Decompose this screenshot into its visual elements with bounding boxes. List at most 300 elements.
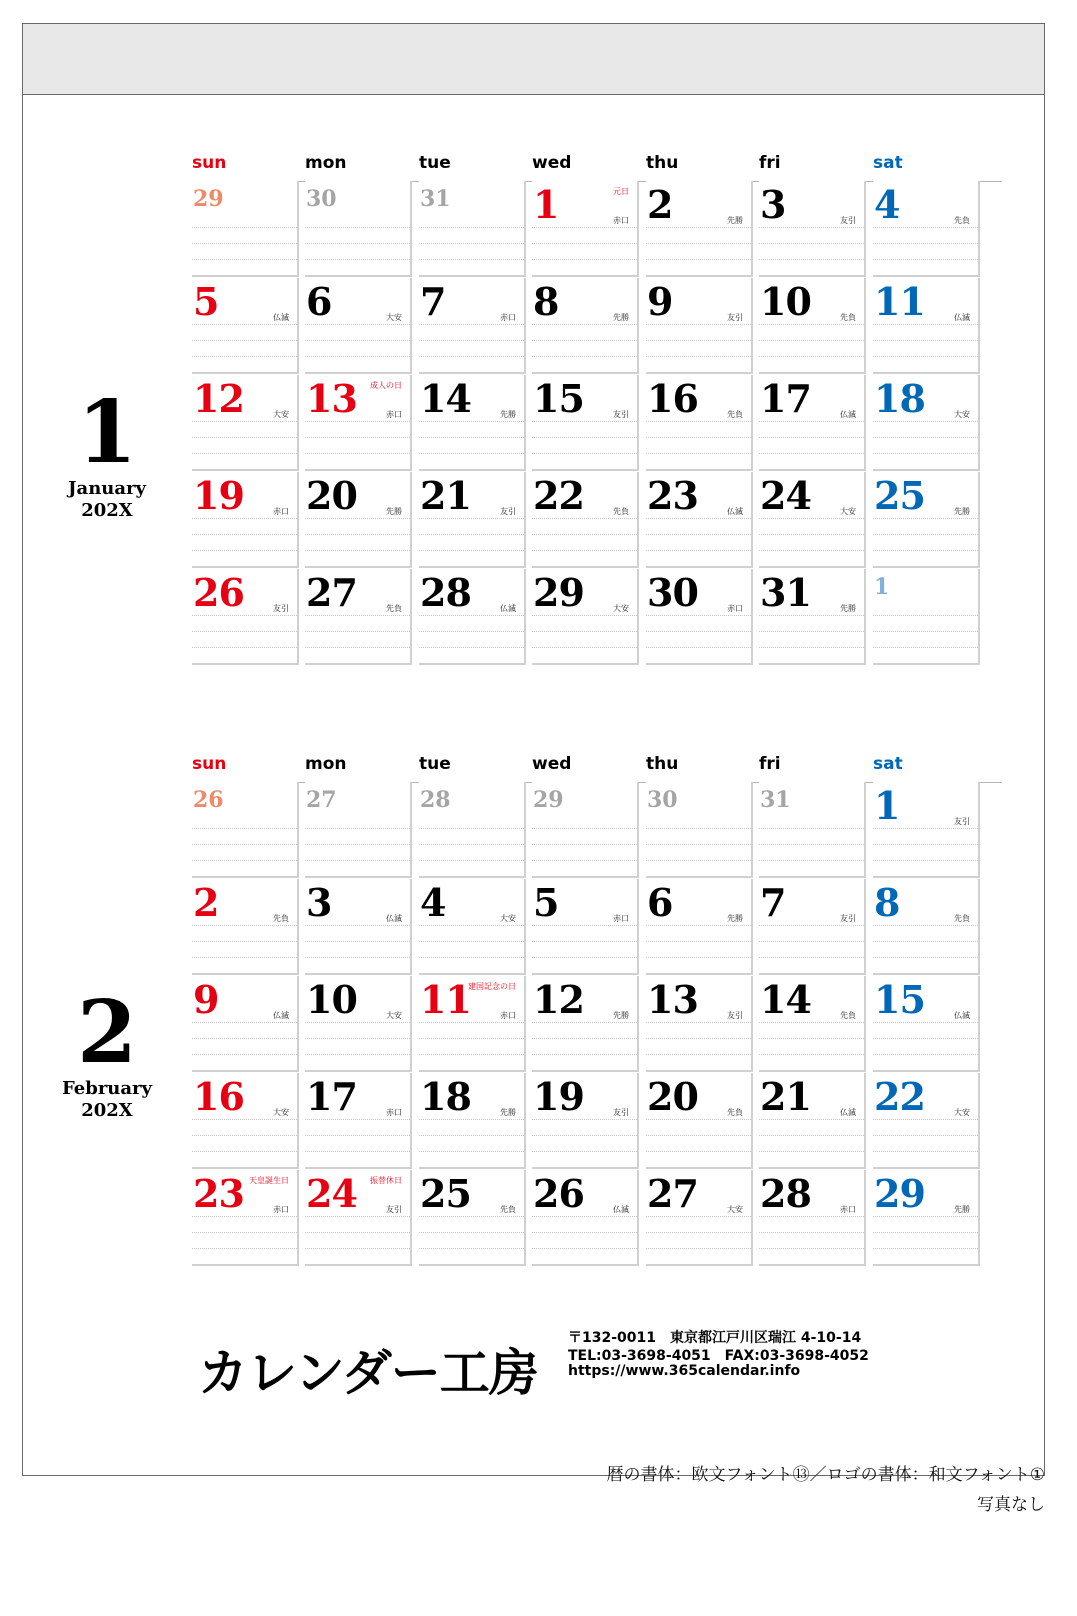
day-cell[interactable]	[419, 472, 526, 568]
note-line	[532, 437, 637, 438]
note-line	[192, 1151, 297, 1152]
day-cell[interactable]	[532, 1170, 639, 1266]
note-line	[873, 1135, 978, 1136]
note-line	[873, 550, 978, 551]
day-cell[interactable]	[646, 472, 753, 568]
note-line	[646, 925, 751, 926]
day-cell[interactable]	[759, 879, 866, 975]
day-cell[interactable]	[759, 976, 866, 1072]
day-cell[interactable]	[532, 278, 639, 374]
day-cell[interactable]	[646, 375, 753, 471]
note-line	[759, 844, 864, 845]
weekday-label-tue: tue	[419, 153, 451, 173]
rokuyo-label: 赤口	[273, 1205, 289, 1214]
month-name: February	[61, 1078, 152, 1099]
note-line	[532, 1022, 637, 1023]
note-line	[419, 615, 524, 616]
note-line	[305, 437, 410, 438]
day-cell[interactable]	[532, 472, 639, 568]
note-line	[305, 860, 410, 861]
day-number: 6	[647, 880, 673, 925]
note-line	[873, 259, 978, 260]
day-cell[interactable]	[873, 472, 980, 568]
day-cell[interactable]	[192, 278, 299, 374]
note-line	[646, 356, 751, 357]
note-line	[305, 615, 410, 616]
note-line	[532, 957, 637, 958]
day-cell[interactable]	[873, 278, 980, 374]
note-line	[532, 356, 637, 357]
day-number: 7	[420, 279, 446, 324]
note-line	[305, 243, 410, 244]
day-cell[interactable]	[646, 879, 753, 975]
day-cell[interactable]	[532, 181, 639, 277]
note-line	[532, 453, 637, 454]
day-cell[interactable]	[873, 1073, 980, 1169]
day-number: 24	[306, 1171, 357, 1216]
note-line	[532, 860, 637, 861]
note-line	[419, 1135, 524, 1136]
note-line	[759, 550, 864, 551]
day-cell[interactable]	[532, 879, 639, 975]
day-number: 15	[533, 376, 584, 421]
note-line	[532, 844, 637, 845]
day-number: 31	[760, 787, 791, 813]
note-line	[759, 453, 864, 454]
note-line	[873, 340, 978, 341]
rokuyo-label: 先勝	[386, 507, 402, 516]
note-line	[305, 453, 410, 454]
day-number: 8	[533, 279, 559, 324]
note-line	[192, 324, 297, 325]
day-number: 19	[533, 1074, 584, 1119]
weekday-header	[192, 153, 1002, 182]
day-cell[interactable]	[305, 472, 412, 568]
day-number: 2	[647, 182, 673, 227]
note-line	[305, 259, 410, 260]
note-line	[305, 828, 410, 829]
day-cell[interactable]	[646, 976, 753, 1072]
day-cell[interactable]	[305, 375, 412, 471]
note-line	[873, 957, 978, 958]
rokuyo-label: 赤口	[273, 507, 289, 516]
rokuyo-label: 先負	[727, 410, 743, 419]
note-line	[646, 941, 751, 942]
day-cell[interactable]	[873, 181, 980, 277]
day-number: 27	[647, 1171, 698, 1216]
note-line	[532, 1232, 637, 1233]
note-line	[873, 1022, 978, 1023]
note-line	[305, 647, 410, 648]
note-line	[192, 828, 297, 829]
day-number: 19	[193, 473, 244, 518]
day-cell[interactable]	[873, 976, 980, 1072]
note-line	[192, 453, 297, 454]
day-cell[interactable]	[646, 181, 753, 277]
day-cell[interactable]	[759, 1073, 866, 1169]
note-line	[192, 437, 297, 438]
rokuyo-label: 先負	[840, 1011, 856, 1020]
day-number: 18	[874, 376, 925, 421]
day-number: 18	[420, 1074, 471, 1119]
month-name: January	[68, 478, 146, 499]
note-line	[873, 1248, 978, 1249]
note-line	[646, 1151, 751, 1152]
day-cell[interactable]	[419, 976, 526, 1072]
rokuyo-label: 仏滅	[500, 604, 516, 613]
note-line	[873, 227, 978, 228]
holiday-name: 建国記念の日	[468, 982, 516, 991]
note-line	[759, 518, 864, 519]
note-line	[419, 647, 524, 648]
note-line	[305, 1135, 410, 1136]
day-cell[interactable]	[873, 375, 980, 471]
brand-logo: カレンダー工房	[198, 1344, 538, 1402]
note-line	[419, 844, 524, 845]
rokuyo-label: 大安	[954, 1108, 970, 1117]
note-line	[419, 324, 524, 325]
day-cell[interactable]	[305, 569, 412, 665]
rokuyo-label: 先勝	[500, 410, 516, 419]
rokuyo-label: 友引	[273, 604, 289, 613]
day-number: 1	[874, 574, 890, 600]
day-cell[interactable]	[192, 782, 299, 878]
day-number: 9	[647, 279, 673, 324]
note-line	[532, 340, 637, 341]
day-number: 30	[647, 787, 678, 813]
rokuyo-label: 先勝	[500, 1108, 516, 1117]
rokuyo-label: 先勝	[727, 914, 743, 923]
day-number: 29	[193, 186, 224, 212]
note-line	[305, 518, 410, 519]
note-line	[873, 1054, 978, 1055]
day-cell[interactable]	[305, 1073, 412, 1169]
day-number: 8	[874, 880, 900, 925]
weekday-label-mon: mon	[305, 754, 347, 774]
day-number: 29	[533, 570, 584, 615]
note-line	[646, 1038, 751, 1039]
rokuyo-label: 先勝	[613, 1011, 629, 1020]
day-cell[interactable]	[192, 472, 299, 568]
day-cell[interactable]	[305, 976, 412, 1072]
day-cell[interactable]	[305, 1170, 412, 1266]
day-number: 22	[874, 1074, 925, 1119]
holiday-name: 振替休日	[370, 1176, 402, 1185]
rokuyo-label: 友引	[500, 507, 516, 516]
day-cell[interactable]	[192, 569, 299, 665]
note-line	[873, 647, 978, 648]
day-cell[interactable]	[419, 1170, 526, 1266]
note-line	[305, 340, 410, 341]
day-number: 27	[306, 570, 357, 615]
day-number: 25	[420, 1171, 471, 1216]
day-cell[interactable]	[646, 569, 753, 665]
day-cell[interactable]	[532, 375, 639, 471]
note-line	[646, 259, 751, 260]
note-line	[305, 1022, 410, 1023]
note-line	[532, 1054, 637, 1055]
note-line	[305, 534, 410, 535]
note-line	[419, 1232, 524, 1233]
note-line	[532, 534, 637, 535]
note-line	[419, 631, 524, 632]
note-line	[873, 941, 978, 942]
note-line	[192, 941, 297, 942]
day-number: 27	[306, 787, 337, 813]
note-line	[305, 844, 410, 845]
day-cell[interactable]	[305, 782, 412, 878]
note-line	[873, 324, 978, 325]
rokuyo-label: 大安	[273, 410, 289, 419]
note-line	[192, 340, 297, 341]
rokuyo-label: 先負	[954, 914, 970, 923]
note-line	[759, 1022, 864, 1023]
note-line	[305, 550, 410, 551]
note-line	[419, 421, 524, 422]
day-number: 26	[193, 570, 244, 615]
note-line	[192, 1248, 297, 1249]
day-cell[interactable]	[532, 976, 639, 1072]
note-line	[192, 356, 297, 357]
holiday-name: 天皇誕生日	[249, 1176, 289, 1185]
day-number: 1	[533, 182, 559, 227]
day-number: 9	[193, 977, 219, 1022]
note-line	[419, 1022, 524, 1023]
day-cell[interactable]	[192, 879, 299, 975]
weekday-label-sat: sat	[873, 754, 903, 774]
note-line	[759, 437, 864, 438]
note-line	[192, 1216, 297, 1217]
day-cell[interactable]	[192, 1073, 299, 1169]
day-number: 4	[420, 880, 446, 925]
note-line	[192, 259, 297, 260]
rokuyo-label: 友引	[727, 313, 743, 322]
day-cell[interactable]	[305, 278, 412, 374]
note-line	[419, 941, 524, 942]
day-cell[interactable]	[759, 472, 866, 568]
day-cell[interactable]	[873, 569, 980, 665]
note-line	[646, 437, 751, 438]
note-line	[305, 1038, 410, 1039]
weekday-label-wed: wed	[532, 153, 572, 173]
note-line	[646, 1054, 751, 1055]
day-cell[interactable]	[873, 879, 980, 975]
day-number: 5	[533, 880, 559, 925]
note-line	[192, 534, 297, 535]
day-cell[interactable]	[759, 1170, 866, 1266]
rokuyo-label: 先勝	[840, 604, 856, 613]
note-line	[192, 1232, 297, 1233]
month-year: 202X	[81, 500, 133, 521]
day-number: 30	[647, 570, 698, 615]
note-line	[419, 453, 524, 454]
day-number: 17	[306, 1074, 357, 1119]
note-line	[873, 243, 978, 244]
rokuyo-label: 友引	[613, 1108, 629, 1117]
day-cell[interactable]	[419, 782, 526, 878]
note-line	[532, 925, 637, 926]
rokuyo-label: 赤口	[613, 914, 629, 923]
rokuyo-label: 仏滅	[273, 313, 289, 322]
day-number: 20	[647, 1074, 698, 1119]
note-line	[873, 860, 978, 861]
note-line	[419, 550, 524, 551]
day-cell[interactable]	[305, 879, 412, 975]
day-cell[interactable]	[759, 278, 866, 374]
day-cell[interactable]	[759, 569, 866, 665]
note-line	[646, 1232, 751, 1233]
rokuyo-label: 仏滅	[954, 1011, 970, 1020]
day-number: 3	[760, 182, 786, 227]
rokuyo-label: 赤口	[613, 216, 629, 225]
note-line	[419, 957, 524, 958]
note-line	[646, 647, 751, 648]
note-line	[759, 534, 864, 535]
note-line	[646, 828, 751, 829]
note-line	[419, 534, 524, 535]
weekday-label-thu: thu	[646, 153, 679, 173]
note-line	[419, 259, 524, 260]
note-line	[305, 324, 410, 325]
day-cell[interactable]	[192, 181, 299, 277]
note-line	[532, 631, 637, 632]
photo-note: 写真なし	[977, 1495, 1045, 1514]
note-line	[646, 518, 751, 519]
day-cell[interactable]	[532, 569, 639, 665]
day-cell[interactable]	[873, 782, 980, 878]
day-number: 13	[647, 977, 698, 1022]
note-line	[419, 828, 524, 829]
day-number: 10	[760, 279, 811, 324]
day-number: 2	[193, 880, 219, 925]
day-number: 28	[760, 1171, 811, 1216]
day-cell[interactable]	[192, 1170, 299, 1266]
rokuyo-label: 仏滅	[386, 914, 402, 923]
day-cell[interactable]	[419, 375, 526, 471]
day-cell[interactable]	[873, 1170, 980, 1266]
rokuyo-label: 先負	[273, 914, 289, 923]
day-number: 23	[193, 1171, 244, 1216]
note-line	[759, 615, 864, 616]
rokuyo-label: 赤口	[500, 1011, 516, 1020]
note-line	[305, 925, 410, 926]
day-cell[interactable]	[759, 782, 866, 878]
note-line	[532, 259, 637, 260]
note-line	[759, 941, 864, 942]
note-line	[646, 844, 751, 845]
day-cell[interactable]	[532, 1073, 639, 1169]
note-line	[873, 1151, 978, 1152]
day-cell[interactable]	[419, 1073, 526, 1169]
day-number: 22	[533, 473, 584, 518]
day-cell[interactable]	[305, 181, 412, 277]
rokuyo-label: 仏滅	[840, 1108, 856, 1117]
day-cell[interactable]	[759, 181, 866, 277]
day-cell[interactable]	[192, 976, 299, 1072]
note-line	[532, 518, 637, 519]
rokuyo-label: 先負	[727, 1108, 743, 1117]
note-line	[305, 1248, 410, 1249]
day-cell[interactable]	[419, 181, 526, 277]
note-line	[759, 1232, 864, 1233]
day-number: 28	[420, 570, 471, 615]
rokuyo-label: 大安	[727, 1205, 743, 1214]
note-line	[759, 1119, 864, 1120]
day-cell[interactable]	[646, 278, 753, 374]
note-line	[873, 925, 978, 926]
note-line	[192, 844, 297, 845]
day-number: 30	[306, 186, 337, 212]
note-line	[305, 227, 410, 228]
day-cell[interactable]	[646, 1170, 753, 1266]
note-line	[192, 1038, 297, 1039]
day-cell[interactable]	[419, 278, 526, 374]
rokuyo-label: 仏滅	[840, 410, 856, 419]
day-cell[interactable]	[192, 375, 299, 471]
note-line	[759, 243, 864, 244]
note-line	[192, 227, 297, 228]
day-number: 12	[533, 977, 584, 1022]
month-label-2	[32, 982, 182, 1122]
note-line	[419, 518, 524, 519]
day-number: 16	[647, 376, 698, 421]
note-line	[759, 356, 864, 357]
day-number: 13	[306, 376, 357, 421]
day-number: 21	[760, 1074, 811, 1119]
day-number: 14	[420, 376, 471, 421]
day-number: 16	[193, 1074, 244, 1119]
note-line	[419, 1119, 524, 1120]
day-cell[interactable]	[759, 375, 866, 471]
day-cell[interactable]	[646, 782, 753, 878]
day-cell[interactable]	[419, 569, 526, 665]
website-url[interactable]: https://www.365calendar.info	[568, 1363, 801, 1379]
day-number: 4	[874, 182, 900, 227]
note-line	[192, 1135, 297, 1136]
weekday-label-fri: fri	[759, 754, 781, 774]
holiday-name: 元日	[613, 187, 629, 196]
note-line	[532, 1151, 637, 1152]
note-line	[192, 1054, 297, 1055]
day-cell[interactable]	[532, 782, 639, 878]
note-line	[192, 631, 297, 632]
note-line	[419, 227, 524, 228]
note-line	[759, 1038, 864, 1039]
day-number: 28	[420, 787, 451, 813]
day-cell[interactable]	[419, 879, 526, 975]
note-line	[419, 243, 524, 244]
note-line	[759, 957, 864, 958]
day-number: 14	[760, 977, 811, 1022]
day-number: 7	[760, 880, 786, 925]
day-number: 21	[420, 473, 471, 518]
note-line	[419, 340, 524, 341]
rokuyo-label: 先勝	[613, 313, 629, 322]
note-line	[873, 534, 978, 535]
note-line	[305, 1216, 410, 1217]
weekday-label-mon: mon	[305, 153, 347, 173]
day-number: 25	[874, 473, 925, 518]
note-line	[759, 340, 864, 341]
note-line	[759, 259, 864, 260]
note-line	[305, 1119, 410, 1120]
day-cell[interactable]	[646, 1073, 753, 1169]
note-line	[192, 243, 297, 244]
photo-area	[23, 24, 1044, 95]
note-line	[305, 1151, 410, 1152]
note-line	[532, 1119, 637, 1120]
day-number: 11	[874, 279, 925, 324]
